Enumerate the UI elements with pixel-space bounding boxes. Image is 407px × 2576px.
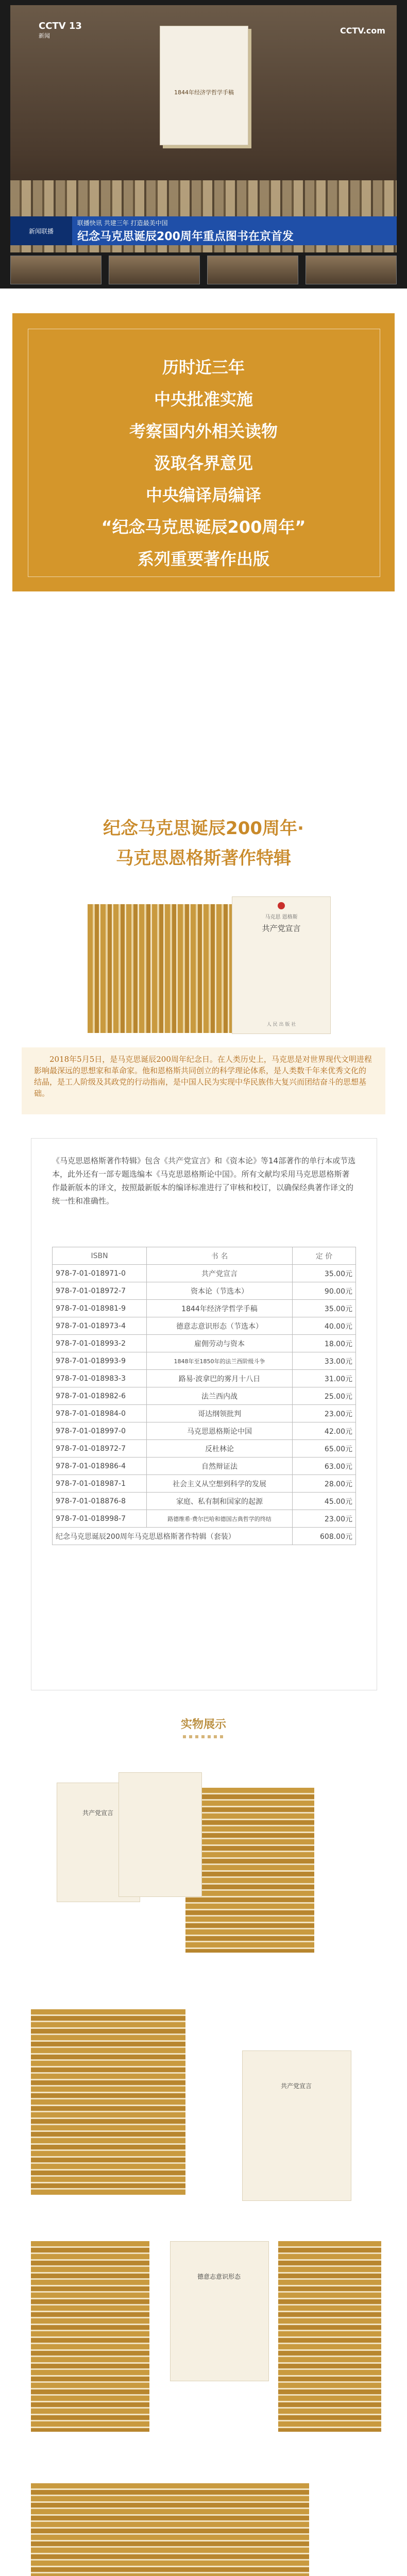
book-cover	[170, 2241, 269, 2381]
isbn-cell: 978-7-01-018972-7	[53, 1440, 147, 1458]
header-price: 定 价	[293, 1247, 356, 1265]
book-label: 德意志意识形态	[197, 2273, 241, 2280]
book-cover	[242, 2050, 351, 2201]
isbn-cell: 978-7-01-018983-3	[53, 1370, 147, 1387]
price-cell: 40.00元	[293, 1317, 356, 1335]
announcement-line: 汲取各界意见	[154, 453, 253, 473]
cctv-web-logo: CCTV.com	[340, 26, 385, 36]
price-cell: 23.00元	[293, 1405, 356, 1422]
set-price: 608.00元	[293, 1528, 356, 1545]
book-stack	[278, 2241, 381, 2432]
isbn-cell: 978-7-01-018987-1	[53, 1475, 147, 1493]
title-cell: 1844年经济学哲学手稿	[147, 1300, 293, 1317]
book-stack	[185, 1788, 314, 1953]
announcement-line: 考察国内外相关读物	[129, 421, 278, 441]
table-header-row	[53, 1247, 356, 1265]
price-cell: 31.00元	[293, 1370, 356, 1387]
title-cell: 资本论（节选本）	[147, 1282, 293, 1300]
title-cell: 法兰西内战	[147, 1387, 293, 1405]
title-cell: 马克思恩格斯论中国	[147, 1422, 293, 1440]
title-cell: 路德维希·费尔巴哈和德国古典哲学的终结	[147, 1510, 293, 1528]
showcase-header	[155, 1716, 252, 1738]
announcement-panel	[12, 313, 395, 591]
thumbnail-strip	[10, 256, 397, 284]
isbn-cell: 978-7-01-018972-7	[53, 1282, 147, 1300]
price-cell: 45.00元	[293, 1493, 356, 1510]
list-description: 《马克思恩格斯著作特辑》包含《共产党宣言》和《资本论》等14部著作的单行本或节选本，此外还有一部专题选编本《马克思恩格斯论中国》。所有文献均采用马克思恩格斯著作最新版本的译文，按照最新版本的编译标准进行了审核和校订，以确保经典著作译文的统一性和准确性。	[52, 1156, 356, 1206]
book-label: 共产党宣言	[280, 2082, 312, 2090]
intro-box	[22, 1047, 385, 1114]
title-cell: 哥达纲领批判	[147, 1405, 293, 1422]
title-cell: 共产党宣言	[147, 1265, 293, 1282]
price-cell: 23.00元	[293, 1510, 356, 1528]
isbn-cell: 978-7-01-018993-2	[53, 1335, 147, 1352]
product-photo-1	[0, 1752, 407, 1973]
announcement-line: 系列重要著作出版	[137, 549, 269, 569]
price-cell: 65.00元	[293, 1440, 356, 1458]
title-cell: 社会主义从空想到科学的发展	[147, 1475, 293, 1493]
tv-screen	[10, 5, 397, 252]
table-row	[53, 1370, 356, 1387]
table-row	[53, 1422, 356, 1440]
table-footer-row	[53, 1528, 356, 1545]
thumbnail	[306, 256, 397, 284]
book-stack	[31, 2483, 309, 2576]
book-cover	[232, 896, 331, 1034]
table-row	[53, 1282, 356, 1300]
price-cell: 18.00元	[293, 1335, 356, 1352]
cover-authors: 马克思 恩格斯	[265, 914, 298, 920]
cover-publisher: 人 民 出 版 社	[266, 1022, 296, 1027]
featured-book	[160, 26, 248, 145]
cctv-logo: CCTV 13 新闻	[39, 21, 82, 39]
product-photo-4	[0, 2463, 407, 2576]
isbn-cell: 978-7-01-018982-6	[53, 1387, 147, 1405]
table-row	[53, 1475, 356, 1493]
series-title-line1: 纪念马克思诞辰200周年·	[103, 818, 304, 839]
table-row	[53, 1493, 356, 1510]
emblem-icon	[278, 902, 285, 909]
price-cell: 35.00元	[293, 1300, 356, 1317]
dotted-divider	[183, 1735, 224, 1738]
tv-screenshot	[0, 0, 407, 289]
thumbnail	[109, 256, 200, 284]
title-cell: 路易·波拿巴的雾月十八日	[147, 1370, 293, 1387]
isbn-cell: 978-7-01-018876-8	[53, 1493, 147, 1510]
isbn-cell: 978-7-01-018984-0	[53, 1405, 147, 1422]
table-row	[53, 1387, 356, 1405]
title-cell: 德意志意识形态（节选本）	[147, 1317, 293, 1335]
table-row	[53, 1405, 356, 1422]
title-cell: 1848年至1850年的法兰西阶级斗争	[147, 1352, 293, 1370]
price-cell: 63.00元	[293, 1458, 356, 1475]
isbn-cell: 978-7-01-018997-0	[53, 1422, 147, 1440]
table-row	[53, 1265, 356, 1282]
cover-title: 共产党宣言	[262, 924, 301, 933]
book-stack	[31, 2241, 149, 2432]
book-table	[52, 1247, 356, 1545]
announcement-line: 历时近三年	[162, 358, 245, 377]
isbn-cell: 978-7-01-018986-4	[53, 1458, 147, 1475]
book-spines	[88, 904, 232, 1033]
price-cell: 35.00元	[293, 1265, 356, 1282]
announcement-line: 中央批准实施	[154, 389, 253, 409]
table-row	[53, 1317, 356, 1335]
book-label: 共产党宣言	[82, 1809, 113, 1817]
book-list-panel	[31, 1138, 377, 1690]
featured-book-title: 1844年经济学哲学手稿	[174, 89, 234, 96]
table-row	[53, 1335, 356, 1352]
announcement-line: 中央编译局编译	[145, 485, 261, 505]
table-row	[53, 1510, 356, 1528]
news-ticker	[10, 216, 397, 245]
isbn-cell: 978-7-01-018993-9	[53, 1352, 147, 1370]
channel-badge: 新闻联播	[10, 216, 72, 245]
product-photo-2	[0, 1989, 407, 2210]
price-cell: 33.00元	[293, 1352, 356, 1370]
isbn-cell: 978-7-01-018981-9	[53, 1300, 147, 1317]
isbn-cell: 978-7-01-018973-4	[53, 1317, 147, 1335]
book-stack	[31, 2009, 185, 2195]
product-photo-3	[0, 2226, 407, 2447]
ticker-subtitle: 联播快讯 共建三年 打造最美中国	[77, 219, 168, 227]
set-name: 纪念马克思诞辰200周年马克思恩格斯著作特辑（套装）	[53, 1528, 293, 1545]
intro-text: 2018年5月5日，是马克思诞辰200周年纪念日。在人类历史上，马克思是对世界现代文明进程影响最深远的思想家和革命家。他和恩格斯共同创立的科学理论体系，是人类数千年来优秀文化的结晶，是工人阶级及其政党的行动指南，是中国人民为实现中华民族伟大复兴而团结奋斗的思想基础。	[34, 1055, 372, 1098]
title-cell: 家庭、私有制和国家的起源	[147, 1493, 293, 1510]
price-cell: 42.00元	[293, 1422, 356, 1440]
isbn-cell: 978-7-01-018971-0	[53, 1265, 147, 1282]
table-row	[53, 1440, 356, 1458]
announcement-line: “纪念马克思诞辰200周年”	[101, 517, 306, 537]
header-isbn: ISBN	[53, 1247, 147, 1265]
price-cell: 25.00元	[293, 1387, 356, 1405]
title-cell: 反杜林论	[147, 1440, 293, 1458]
isbn-cell: 978-7-01-018998-7	[53, 1510, 147, 1528]
series-title-line2: 马克思恩格斯著作特辑	[116, 848, 291, 869]
table-row	[53, 1352, 356, 1370]
price-cell: 28.00元	[293, 1475, 356, 1493]
table-row	[53, 1458, 356, 1475]
thumbnail	[207, 256, 298, 284]
showcase-title: 实物展示	[180, 1718, 226, 1731]
table-row	[53, 1300, 356, 1317]
title-cell: 自然辩证法	[147, 1458, 293, 1475]
ticker-headline: 纪念马克思诞辰200周年重点图书在京首发	[77, 230, 294, 243]
price-cell: 90.00元	[293, 1282, 356, 1300]
thumbnail	[10, 256, 101, 284]
title-cell: 雇佣劳动与资本	[147, 1335, 293, 1352]
header-title: 书 名	[147, 1247, 293, 1265]
open-book	[118, 1772, 202, 1897]
